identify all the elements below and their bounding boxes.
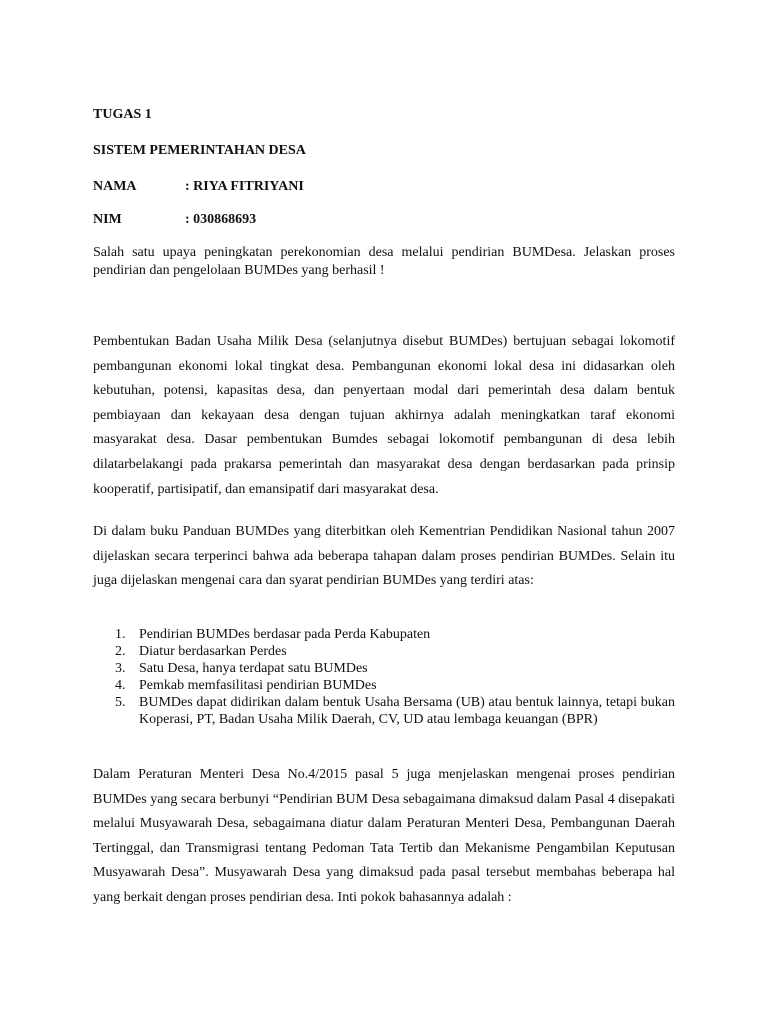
paragraph-3: Dalam Peraturan Menteri Desa No.4/2015 pasal 5 juga menjelaskan mengenai proses pendirian BUMDes yang secara berbunyi “Pendirian BUM Desa sebagaimana dimaksud dalam Pasal 4 disepakati melalui Musyawarah Desa, sebagaimana diatur dalam Peraturan Menteri Desa, Pembangunan Daerah Tertinggal, dan Transmigrasi tentang Pedoman Tata Tertib dan Mekanisme Pengambilan Keputusan Musyawarah Desa”. Musyawarah Desa yang dimaksud pada pasal tersebut membahas beberapa hal yang berkait dengan proses pendirian desa. Inti pokok bahasannya adalah : [93, 767, 675, 905]
list-number: 1. [115, 627, 126, 642]
list-text: Pendirian BUMDes berdasar pada Perda Kabupaten [139, 627, 431, 642]
name-value: : RIYA FITRIYANI [185, 179, 304, 194]
list-text: Pemkab memfasilitasi pendirian BUMDes [139, 678, 377, 693]
list-item [93, 694, 675, 728]
nim-row [93, 211, 256, 229]
list-item [93, 660, 675, 677]
paragraph-2: Di dalam buku Panduan BUMDes yang diterbitkan oleh Kementrian Pendidikan Nasional tahun 2007 dijelaskan secara terperinci bahwa ada beberapa tahapan dalam proses pendirian BUMDes. Selain itu juga dijelaskan mengenai cara dan syarat pendirian BUMDes yang terdiri atas: [93, 524, 675, 589]
nim-value: : 030868693 [185, 212, 257, 227]
list-item [93, 626, 675, 643]
list-number: 4. [115, 678, 126, 693]
list-text: Diatur berdasarkan Perdes [139, 644, 287, 659]
name-row [93, 178, 304, 196]
subject-title: SISTEM PEMERINTAHAN DESA [93, 143, 306, 158]
list-number: 3. [115, 661, 126, 676]
list-item [93, 643, 675, 660]
list-item [93, 677, 675, 694]
assignment-title: TUGAS 1 [93, 107, 152, 122]
list-number: 5. [115, 695, 126, 710]
name-label: NAMA [93, 179, 137, 194]
nim-label: NIM [93, 212, 122, 227]
requirements-list [93, 626, 675, 728]
list-text: BUMDes dapat didirikan dalam bentuk Usaha Bersama (UB) atau bentuk lainnya, tetapi bukan Koperasi, PT, Badan Usaha Milik Daerah, CV, UD atau lembaga keuangan (BPR) [139, 695, 675, 727]
list-text: Satu Desa, hanya terdapat satu BUMDes [139, 661, 368, 676]
paragraph-1: Pembentukan Badan Usaha Milik Desa (selanjutnya disebut BUMDes) bertujuan sebagai lokomotif pembangunan ekonomi lokal tingkat desa. Pembangunan ekonomi lokal desa ini didasarkan oleh kebutuhan, potensi, kapasitas desa, dan penyertaan modal dari pemerintah desa dalam bentuk pembiayaan dan kekayaan desa dengan tujuan akhirnya adalah meningkatkan taraf ekonomi masyarakat desa. Dasar pembentukan Bumdes sebagai lokomotif pembangunan di desa lebih dilatarbelakangi pada prakarsa pemerintah dan masyarakat desa dengan berdasarkan pada prinsip kooperatif, partisipatif, dan emansipatif dari masyarakat desa. [93, 334, 675, 497]
list-number: 2. [115, 644, 126, 659]
question-text: Salah satu upaya peningkatan perekonomian desa melalui pendirian BUMDesa. Jelaskan proses pendirian dan pengelolaan BUMDes yang berhasil ! [93, 245, 675, 278]
